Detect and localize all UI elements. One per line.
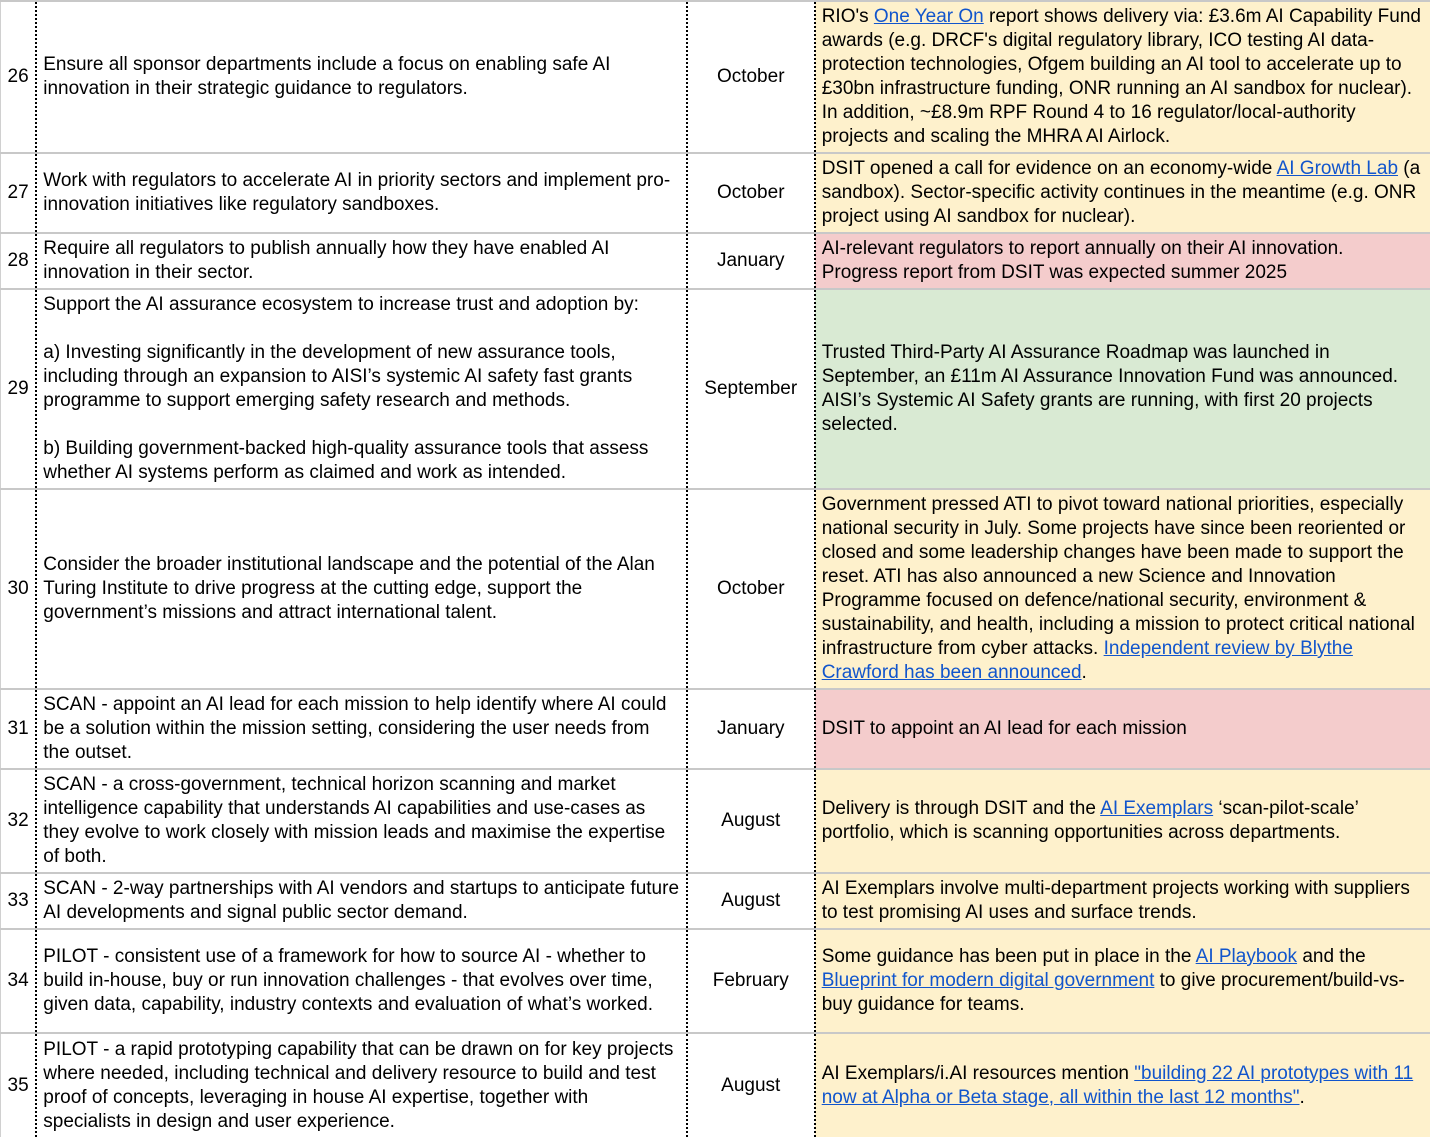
target-month: October — [687, 489, 815, 689]
status-cell: Trusted Third-Party AI Assurance Roadmap was launched in September, an £11m AI Assurance Innovation Fund was announced. AISI’s Systemic AI Safety grants are running, with first 20 projects selected. — [815, 289, 1430, 489]
status-text: to give procurement/build-vs-buy guidance for teams. — [821, 970, 1405, 1015]
status-cell — [815, 153, 1430, 233]
action-text: Require all regulators to publish annually how they have enabled AI innovation in their sector. — [36, 233, 687, 289]
target-month: August — [687, 1033, 815, 1137]
table-row — [1, 769, 1431, 873]
action-text: SCAN - appoint an AI lead for each mission to help identify where AI could be a solution within the mission setting, considering the user needs from the outset. — [36, 689, 687, 769]
status-text: Some guidance has been put in place in the — [821, 946, 1196, 967]
table-row — [1, 289, 1431, 489]
row-number: 31 — [1, 689, 37, 769]
status-text: Government pressed ATI to pivot toward national priorities, especially national security in July. Some projects have since been reoriented or closed and some leadership changes have been made to support the reset. ATI has also announced a new Science and Innovation Programme focused on defence/national security, environment & sustainability, and health, including a mission to protect critical national infrastructure from cyber attacks. — [821, 494, 1415, 659]
row-number: 27 — [1, 153, 37, 233]
target-month: October — [687, 153, 815, 233]
action-text: SCAN - a cross-government, technical horizon scanning and market intelligence capability that understands AI capabilities and use-cases as they evolve to work closely with mission leads and maximise the expertise of both. — [36, 769, 687, 873]
status-text: AI Exemplars/i.AI resources mention — [821, 1062, 1135, 1084]
status-text: RIO's — [821, 6, 874, 27]
row-number: 26 — [1, 1, 37, 153]
row-number: 32 — [1, 769, 37, 873]
one-year-on-link[interactable]: One Year On — [873, 6, 984, 27]
independent-review-link[interactable]: Independent review by Blythe Crawford has been announced — [821, 638, 1353, 683]
table-row — [1, 489, 1431, 689]
status-cell: AI Exemplars involve multi-department projects working with suppliers to test promising AI uses and surface trends. — [815, 873, 1430, 929]
action-text: Work with regulators to accelerate AI in priority sectors and implement pro-innovation initiatives like regulatory sandboxes. — [36, 153, 687, 233]
table-row — [1, 929, 1431, 1033]
blueprint-link[interactable]: Blueprint for modern digital government — [821, 970, 1155, 991]
row-number: 34 — [1, 929, 37, 1033]
row-number: 30 — [1, 489, 37, 689]
row-number: 28 — [1, 233, 37, 289]
target-month: January — [687, 233, 815, 289]
status-text: . — [1081, 662, 1087, 683]
status-text: report shows delivery via: £3.6m AI Capability Fund awards (e.g. DRCF's digital regulatory library, ICO testing AI data-protection technologies, Ofgem building an AI tool to accelerate up to £30bn infrastructure funding, ONR running an AI sandbox for nuclear). In addition, ~£8.9m RPF Round 4 to 16 regulator/local-authority projects and scaling the MHRA AI Airlock. — [821, 6, 1421, 147]
status-cell — [815, 1033, 1430, 1137]
table-row — [1, 233, 1431, 289]
ai-growth-lab-link[interactable]: AI Growth Lab — [1276, 158, 1399, 179]
status-text: . — [1299, 1086, 1305, 1108]
table-row — [1, 689, 1431, 769]
status-cell: AI-relevant regulators to report annually on their AI innovation. Progress report from DSIT was expected summer 2025 — [815, 233, 1430, 289]
target-month: August — [687, 873, 815, 929]
target-month: January — [687, 689, 815, 769]
row-number: 33 — [1, 873, 37, 929]
status-cell — [815, 489, 1430, 689]
action-intro: Support the AI assurance ecosystem to increase trust and adoption by: — [43, 294, 639, 315]
ai-exemplars-link[interactable]: AI Exemplars — [1100, 798, 1214, 819]
status-text: DSIT opened a call for evidence on an economy-wide — [821, 158, 1277, 179]
action-text — [36, 289, 687, 489]
target-month: October — [687, 1, 815, 153]
ai-prototypes-link[interactable]: "building 22 AI prototypes with 11 now at Alpha or Beta stage, all within the last 12 months" — [821, 1062, 1414, 1108]
action-text: PILOT - consistent use of a framework for how to source AI - whether to build in-house, buy or run innovation challenges - that evolves over time, given data, capability, industry contexts and evaluation of what’s worked. — [36, 929, 687, 1033]
target-month: February — [687, 929, 815, 1033]
table-row — [1, 1033, 1431, 1137]
table-row — [1, 1, 1431, 153]
status-text: and the — [1297, 946, 1366, 967]
status-text: (a sandbox). Sector-specific activity continues in the meantime (e.g. ONR project using AI sandbox for nuclear). — [821, 158, 1421, 227]
action-text: PILOT - a rapid prototyping capability that can be drawn on for key projects where needed, including technical and delivery resource to build and test proof of concepts, leveraging in house AI expertise, together with specialists in design and user experience. — [36, 1033, 687, 1137]
target-month: August — [687, 769, 815, 873]
status-cell — [815, 769, 1430, 873]
action-item-b: b) Building government-backed high-quality assurance tools that assess whether AI systems perform as claimed and work as intended. — [43, 438, 649, 483]
target-month: September — [687, 289, 815, 489]
action-text: Ensure all sponsor departments include a focus on enabling safe AI innovation in their strategic guidance to regulators. — [36, 1, 687, 153]
row-number: 29 — [1, 289, 37, 489]
action-text: SCAN - 2-way partnerships with AI vendors and startups to anticipate future AI developments and signal public sector demand. — [36, 873, 687, 929]
action-text: Consider the broader institutional landscape and the potential of the Alan Turing Institute to drive progress at the cutting edge, support the government’s missions and attract international talent. — [36, 489, 687, 689]
status-cell — [815, 1, 1430, 153]
table-row — [1, 153, 1431, 233]
status-cell — [815, 929, 1430, 1033]
status-text: Delivery is through DSIT and the — [821, 798, 1101, 819]
row-number: 35 — [1, 1033, 37, 1137]
action-item-a: a) Investing significantly in the development of new assurance tools, including through an expansion to AISI’s systemic AI safety fast grants programme to support emerging safety research and methods. — [43, 342, 633, 411]
status-text: ‘scan-pilot-scale’ portfolio, which is scanning opportunities across departments. — [821, 798, 1359, 843]
ai-playbook-link[interactable]: AI Playbook — [1195, 946, 1298, 967]
table-row — [1, 873, 1431, 929]
status-cell: DSIT to appoint an AI lead for each mission — [815, 689, 1430, 769]
